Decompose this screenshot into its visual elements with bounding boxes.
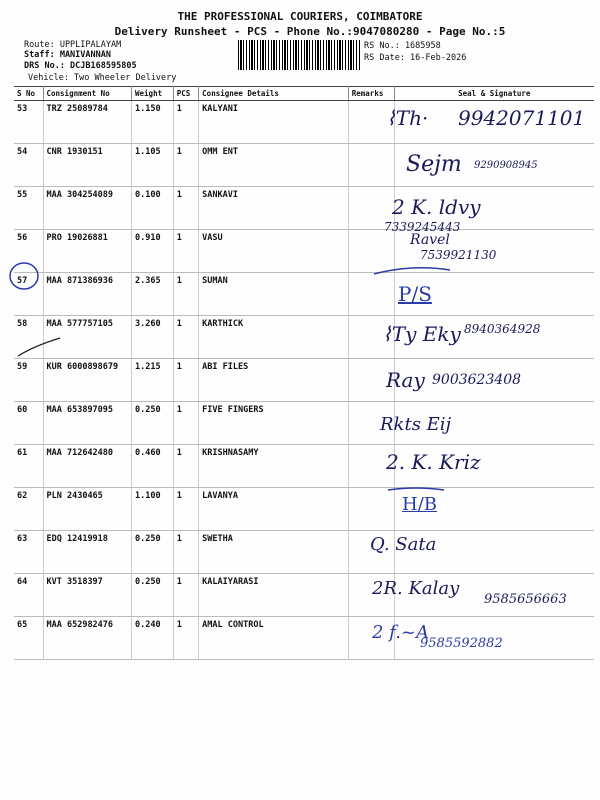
row-sno: 64 [14,574,43,617]
table-row [14,402,594,445]
row-pcs: 1 [173,574,198,617]
phone-58: 8940364928 [464,322,541,336]
row-weight: 0.460 [132,445,174,488]
row-consignee: AMAL CONTROL [199,617,349,660]
phone-53: 9942071101 [458,106,586,130]
row-sno: 63 [14,531,43,574]
col-weight: Weight [132,87,174,101]
row-pcs: 1 [173,531,198,574]
col-consignment: Consignment No [43,87,132,101]
row-consignment: PLN 2430465 [43,488,132,531]
phone-54: 9290908945 [474,160,538,171]
row-pcs: 1 [173,187,198,230]
row-sno: 60 [14,402,43,445]
row-weight: 1.215 [132,359,174,402]
row-consignment: TRZ 25089784 [43,101,132,144]
stamp-57: P/S [398,282,432,306]
row-weight: 0.910 [132,230,174,273]
col-consignee: Consignee Details [199,87,349,101]
stroke-57 [372,262,452,282]
rs-date: RS Date: 16-Feb-2026 [364,53,467,63]
signature-60: Rkts Eij [380,414,452,435]
row-sno: 54 [14,144,43,187]
row-consignment: KUR 6000898679 [43,359,132,402]
signature-56: Ravel [410,232,450,248]
signature-59: Ray [386,368,425,392]
table-row [14,488,594,531]
signature-55: 2 K. ldvy [392,195,481,219]
signature-54: Sejm [406,152,462,177]
phone-65: 9585592882 [420,636,503,651]
tick-mark-59 [14,336,64,360]
barcode [238,40,360,70]
route-label: Route: UPPLIPALAYAM [24,40,122,50]
row-sno: 58 [14,316,43,359]
row-consignment: MAA 653897095 [43,402,132,445]
table-row [14,617,594,660]
row-consignment: MAA 304254089 [43,187,132,230]
row-consignee: SANKAVI [199,187,349,230]
row-weight: 1.105 [132,144,174,187]
row-consignment: MAA 712642480 [43,445,132,488]
stamp-62: H/B [402,494,437,515]
row-consignee: OMM ENT [199,144,349,187]
row-consignee: KALYANI [199,101,349,144]
drs-number: DRS No.: DCJB168595805 [24,61,137,71]
table-row [14,273,594,316]
col-remarks: Remarks [348,87,394,101]
row-weight: 1.150 [132,101,174,144]
row-consignment: MAA 652982476 [43,617,132,660]
rs-number: RS No.: 1685958 [364,41,441,51]
row-weight: 3.260 [132,316,174,359]
signature-58: ⌇Ty Eky [382,322,461,346]
row-consignment: MAA 577757105 [43,316,132,359]
row-weight: 1.100 [132,488,174,531]
table-row [14,531,594,574]
row-consignment: KVT 3518397 [43,574,132,617]
phone-59: 9003623408 [432,372,522,388]
row-pcs: 1 [173,359,198,402]
stroke-62 [386,484,446,498]
row-consignment: CNR 1930151 [43,144,132,187]
row-pcs: 1 [173,230,198,273]
table-row [14,445,594,488]
document-subtitle: Delivery Runsheet - PCS - Phone No.:9047080280 - Page No.:5 [114,25,506,38]
col-sno: S No [14,87,43,101]
row-pcs: 1 [173,101,198,144]
phone-55: 7339245443 [384,220,461,234]
row-sno: 59 [14,359,43,402]
signature-65: 2 f.~A [372,622,429,643]
row-pcs: 1 [173,617,198,660]
row-pcs: 1 [173,402,198,445]
row-weight: 0.250 [132,402,174,445]
row-consignee: SWETHA [199,531,349,574]
table-row [14,187,594,230]
row-consignee: FIVE FINGERS [199,402,349,445]
row-weight: 0.250 [132,531,174,574]
col-pcs: PCS [173,87,198,101]
row-pcs: 1 [173,488,198,531]
document-title: THE PROFESSIONAL COURIERS, COIMBATORE [177,10,423,23]
row-weight: 2.365 [132,273,174,316]
row-sno: 57 [14,273,43,316]
row-pcs: 1 [173,445,198,488]
row-pcs: 1 [173,273,198,316]
row-consignee: LAVANYA [199,488,349,531]
row-weight: 0.240 [132,617,174,660]
row-consignment: MAA 871386936 [43,273,132,316]
row-weight: 0.100 [132,187,174,230]
row-consignee: VASU [199,230,349,273]
phone-64: 9585656663 [484,592,567,607]
row-pcs: 1 [173,144,198,187]
row-pcs: 1 [173,316,198,359]
row-consignment: EDQ 12419918 [43,531,132,574]
row-sno: 65 [14,617,43,660]
row-sno: 53 [14,101,43,144]
row-remarks [348,144,394,187]
vehicle-label: Vehicle: Two Wheeler Delivery [28,73,177,83]
row-sno: 62 [14,488,43,531]
row-consignee: KALAIYARASI [199,574,349,617]
staff-label: Staff: MANIVANNAN [24,50,111,60]
signature-63: Q. Sata [370,534,437,555]
circle-mark-57 [6,258,42,294]
col-signature: Seal & Signature [394,87,594,101]
row-consignee: KRISHNASAMY [199,445,349,488]
row-weight: 0.250 [132,574,174,617]
row-sno: 61 [14,445,43,488]
row-sno: 56 [14,230,43,273]
row-consignment: PRO 19026881 [43,230,132,273]
signature-61: 2. K. Kriz [386,450,481,474]
phone-56: 7539921130 [420,248,497,262]
signature-64: 2R. Kalay [372,578,460,599]
row-consignee: ABI FILES [199,359,349,402]
table-row [14,230,594,273]
row-sno: 55 [14,187,43,230]
row-consignee: SUMAN [199,273,349,316]
signature-53: ⌇Th· [386,106,429,130]
table-header-row [14,87,594,101]
row-consignee: KARTHICK [199,316,349,359]
